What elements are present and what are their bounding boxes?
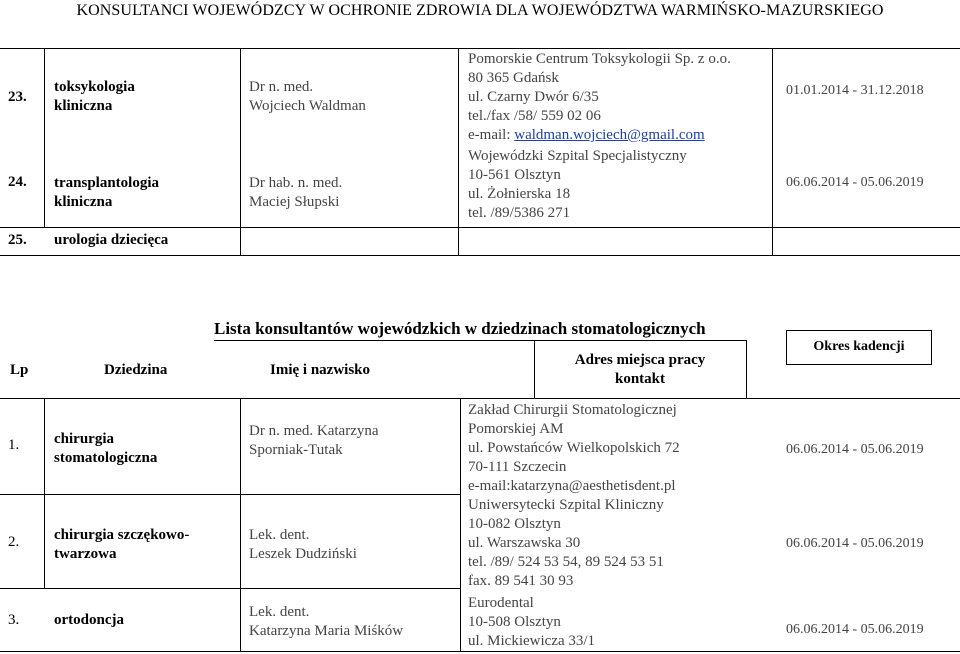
row-number: 25. xyxy=(8,232,27,248)
table-rule xyxy=(0,588,460,589)
table-rule xyxy=(44,398,45,588)
row-number: 24. xyxy=(8,174,27,190)
row-number: 23. xyxy=(8,89,27,105)
address-cell: Zakład Chirurgii Stomatologicznej Pomorskiej AM ul. Powstańców Wielkopolskich 72 70-111 Szczecin e-mail:katarzyna@aesthetisdent.pl xyxy=(468,402,680,494)
table-rule xyxy=(0,398,960,399)
header-lp: Lp xyxy=(10,362,29,378)
address-cell: Wojewódzki Szpital Specjalistyczny 10-561 Olsztyn ul. Żołnierska 18 tel. /89/5386 271 xyxy=(468,148,687,221)
table-rule xyxy=(786,364,932,365)
table-rule xyxy=(44,48,45,227)
table-rule xyxy=(458,48,459,255)
table-rule xyxy=(772,48,773,255)
table-rule xyxy=(0,494,460,495)
consultant-name: Lek. dent. Leszek Dudziński xyxy=(249,527,357,562)
header-term: Okres kadencji xyxy=(813,339,905,354)
specialty-cell: transplantologia kliniczna xyxy=(54,175,160,210)
term-cell: 06.06.2014 - 05.06.2019 xyxy=(786,442,924,457)
consultant-name: Dr hab. n. med. Maciej Słupski xyxy=(249,175,343,210)
specialty-cell: ortodoncja xyxy=(54,612,124,628)
term-cell: 01.01.2014 - 31.12.2018 xyxy=(786,83,924,98)
address-cell: Pomorskie Centrum Toksykologii Sp. z o.o. 80 365 Gdańsk ul. Czarny Dwór 6/35 tel./fax /58/ 559 02 06 e-mail: waldman.wojciech@gmail.com xyxy=(468,51,731,143)
table-rule xyxy=(746,340,747,398)
term-cell: 06.06.2014 - 05.06.2019 xyxy=(786,175,924,190)
specialty-cell: urologia dziecięca xyxy=(54,232,169,248)
section-title: Lista konsultantów wojewódzkich w dziedzinach stomatologicznych xyxy=(214,319,706,338)
specialty-cell: chirurgia szczękowo- twarzowa xyxy=(54,527,190,562)
table-rule xyxy=(0,227,960,228)
header-specialty: Dziedzina xyxy=(104,362,168,378)
term-cell: 06.06.2014 - 05.06.2019 xyxy=(786,536,924,551)
consultant-name: Dr n. med. Katarzyna Sporniak-Tutak xyxy=(249,423,379,458)
table-rule xyxy=(240,398,241,651)
page-title: KONSULTANCI WOJEWÓDZCY W OCHRONIE ZDROWIA DLA WOJEWÓDZTWA WARMIŃSKO-MAZURSKIEGO xyxy=(76,2,884,19)
email-link[interactable]: waldman.wojciech@gmail.com xyxy=(514,127,705,143)
header-address: Adres miejsca pracy kontakt xyxy=(574,352,706,387)
row-number: 2. xyxy=(8,534,20,550)
table-rule xyxy=(240,48,241,255)
consultant-name: Lek. dent. Katarzyna Maria Miśków xyxy=(249,604,404,639)
header-name: Imię i nazwisko xyxy=(270,362,371,378)
table-rule xyxy=(0,651,960,652)
table-rule xyxy=(786,330,932,331)
table-rule xyxy=(460,398,461,651)
address-cell: Uniwersytecki Szpital Kliniczny 10-082 Olsztyn ul. Warszawska 30 tel. /89/ 524 53 54, 89 524 53 51 fax. 89 541 30 93 xyxy=(468,497,664,589)
term-cell: 06.06.2014 - 05.06.2019 xyxy=(786,622,924,637)
row-number: 1. xyxy=(8,437,20,453)
consultant-name: Dr n. med. Wojciech Waldman xyxy=(249,79,366,114)
specialty-cell: toksykologia kliniczna xyxy=(54,79,135,114)
row-number: 3. xyxy=(8,612,20,628)
table-rule xyxy=(0,255,960,256)
specialty-cell: chirurgia stomatologiczna xyxy=(54,431,158,466)
table-rule xyxy=(0,48,960,49)
table-rule xyxy=(214,340,746,341)
address-cell: Eurodental 10-508 Olsztyn ul. Mickiewicza 33/1 xyxy=(468,595,596,649)
